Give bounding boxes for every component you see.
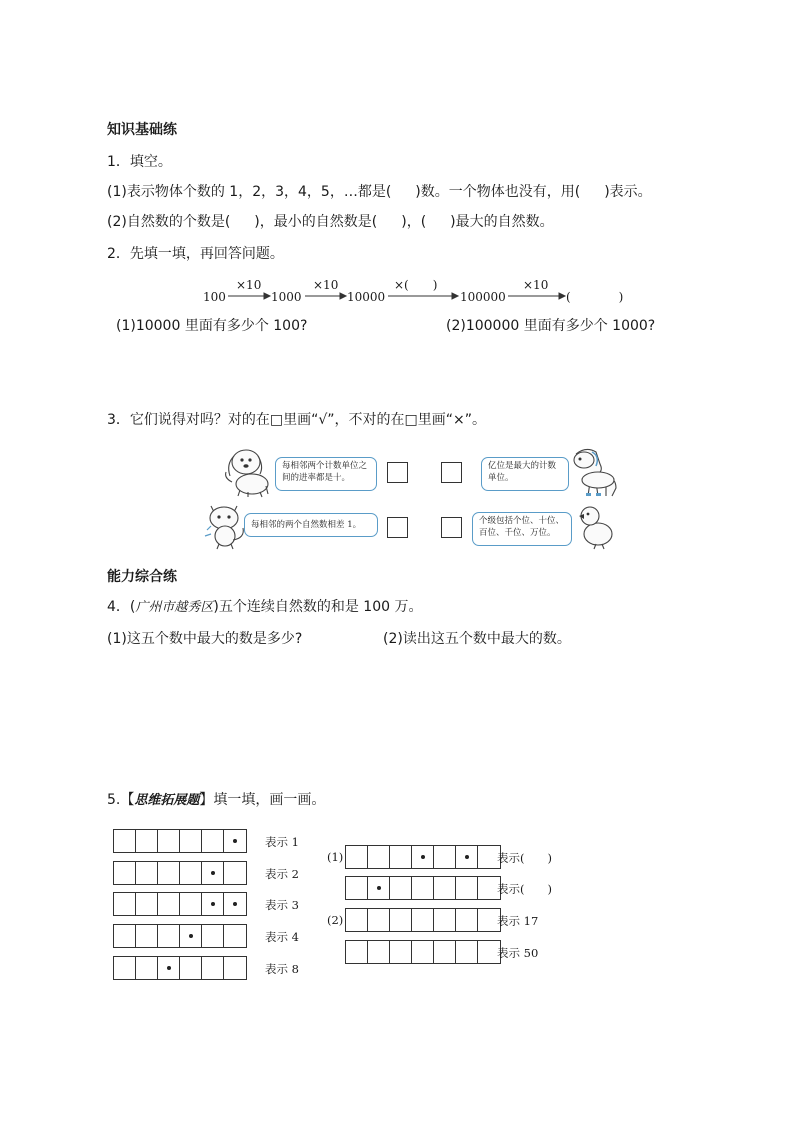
chain-operator-4: ×10 — [523, 278, 549, 292]
question-2-sub-2: (2)100000 里面有多少个 1000? — [446, 318, 656, 334]
checkbox-duck[interactable] — [441, 517, 462, 538]
chain-number-1: 100 — [203, 290, 226, 304]
left-grid-2 — [113, 861, 247, 885]
bubble-duck: 个级包括个位、十位、百位、千位、万位。 — [472, 512, 572, 546]
left-label-2: 表示 2 — [265, 867, 299, 881]
right-grid-1[interactable] — [345, 845, 501, 869]
right-grid-3[interactable] — [345, 908, 501, 932]
bubble-dog: 每相邻两个计数单位之间的进率都是十。 — [275, 457, 377, 491]
cat-illustration — [203, 500, 249, 550]
left-label-4: 表示 4 — [265, 930, 299, 944]
question-5-title: 5.【思维拓展题】填一填，画一画。 — [107, 792, 326, 808]
part-2-tag: (2) — [327, 913, 344, 927]
checkbox-cat[interactable] — [387, 517, 408, 538]
left-label-3: 表示 3 — [265, 898, 299, 912]
bubble-horse: 亿位是最大的计数单位。 — [481, 457, 569, 491]
question-1-line-1: (1)表示物体个数的 1，2，3，4，5，…都是( )数。一个物体也没有，用( )表示。 — [107, 184, 652, 200]
chain-operator-1: ×10 — [236, 278, 262, 292]
question-1-title: 1．填空。 — [107, 154, 172, 170]
question-4-sub-2: (2)读出这五个数中最大的数。 — [383, 631, 571, 647]
section-title-ability: 能力综合练 — [107, 569, 177, 585]
left-label-5: 表示 8 — [265, 962, 299, 976]
chain-number-3: 10000 — [347, 290, 386, 304]
section-title-basic: 知识基础练 — [107, 122, 177, 138]
left-grid-5 — [113, 956, 247, 980]
right-label-2: 表示( ) — [497, 882, 552, 896]
chain-number-2: 1000 — [271, 290, 302, 304]
part-1-tag: (1) — [327, 850, 344, 864]
right-label-1: 表示( ) — [497, 851, 552, 865]
question-5-tag: 思维拓展题 — [134, 793, 200, 808]
question-1-line-2: (2)自然数的个数是( )，最小的自然数是( )，( )最大的自然数。 — [107, 214, 554, 230]
horse-illustration — [566, 446, 622, 498]
right-label-3: 表示 17 — [497, 914, 539, 928]
chain-answer-blank: ( ) — [566, 290, 624, 304]
question-4-title: 4．(广州市越秀区)五个连续自然数的和是 100 万。 — [107, 599, 423, 615]
checkbox-horse[interactable] — [441, 462, 462, 483]
question-3-title: 3．它们说得对吗？对的在□里画“√”，不对的在□里画“×”。 — [107, 412, 487, 428]
left-label-1: 表示 1 — [265, 835, 299, 849]
question-2-sub-1: (1)10000 里面有多少个 100? — [116, 318, 308, 334]
right-grid-4[interactable] — [345, 940, 501, 964]
checkbox-dog[interactable] — [387, 462, 408, 483]
bubble-cat: 每相邻的两个自然数相差 1。 — [244, 513, 378, 537]
question-4-sub-1: (1)这五个数中最大的数是多少? — [107, 631, 303, 647]
question-2-title: 2．先填一填，再回答问题。 — [107, 246, 284, 262]
chain-operator-3: ×( ) — [394, 278, 438, 292]
left-grid-3 — [113, 892, 247, 916]
question-4-source: 广州市越秀区 — [135, 600, 214, 615]
left-grid-4 — [113, 924, 247, 948]
duck-illustration — [576, 504, 616, 550]
right-grid-2[interactable] — [345, 876, 501, 900]
chain-number-4: 100000 — [460, 290, 506, 304]
right-label-4: 表示 50 — [497, 946, 539, 960]
left-grid-1 — [113, 829, 247, 853]
chain-operator-2: ×10 — [313, 278, 339, 292]
